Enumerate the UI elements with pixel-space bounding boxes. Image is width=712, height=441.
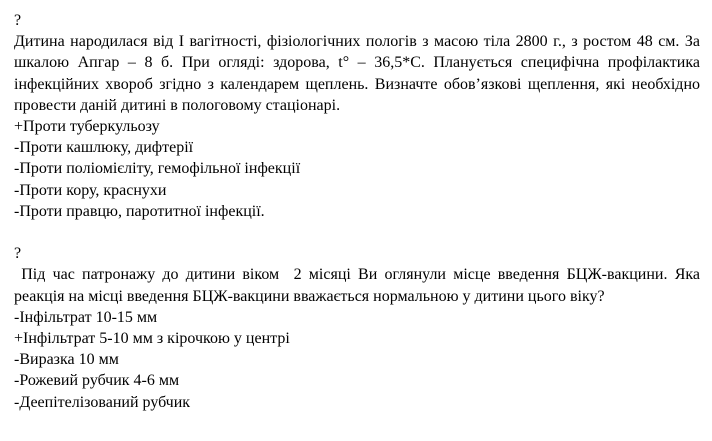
question-1 (14, 10, 700, 222)
question-marker: ? (14, 12, 22, 29)
answer-option: -Рожевий рубчик 4-6 мм (14, 372, 180, 390)
question-text: Дитина народилася від I вагітності, фізіологічних пологів з масою тіла 2800 г., з ростом 48 см. За шкалою Апгар – 8 б. При огляді: здорова, t° – 36,5*С. Планується специфічна профілактика інфекційних хвороб згідно з календарем щеплень. Визначте обов’язкові щеплення, які необхідно провести даній дитині в пологовому стаціонарі. (14, 33, 700, 114)
answer-option: -Проти поліомієліту, гемофільної інфекції (14, 160, 301, 178)
blank-line (14, 222, 700, 243)
answer-option: +Проти туберкульозу (14, 118, 160, 135)
question-text: Під час патронажу до дитини віком 2 місяці Ви оглянули місце введення БЦЖ-вакцини. Яка реакція на місці введення БЦЖ-вакцини вважається нормальною у дитини цього віку? (14, 266, 704, 305)
answer-option: +Інфільтрат 5-10 мм з кірочкою у центрі (14, 330, 290, 347)
answer-option: -Виразка 10 мм (14, 351, 119, 369)
answer-option: -Проти правцю, паротитної інфекції. (14, 202, 265, 220)
answer-option: -Деепітелізований рубчик (14, 393, 191, 411)
answer-option: -Проти кашлюку, дифтерії (14, 139, 194, 157)
question-marker: ? (14, 245, 22, 263)
answer-option: -Проти кору, краснухи (14, 181, 167, 199)
question-2 (14, 243, 704, 413)
answer-option: -Інфільтрат 10-15 мм (14, 308, 158, 326)
document-body (14, 10, 704, 413)
